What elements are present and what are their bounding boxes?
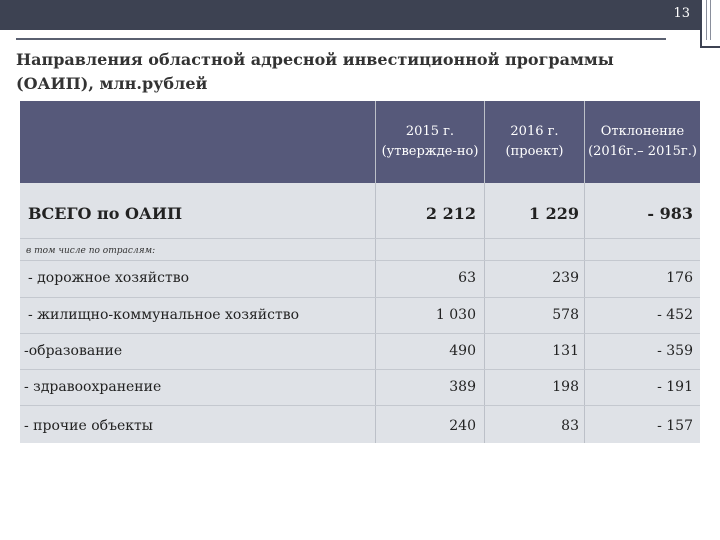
row-label: - здравоохранение [24, 379, 162, 395]
row-label: - дорожное хозяйство [28, 270, 190, 286]
cell-deviation: - 191 [657, 379, 693, 395]
row-label: - прочие объекты [24, 418, 153, 434]
slide-number: 13 [673, 6, 690, 21]
cell-deviation: - 452 [657, 307, 693, 323]
row-label: - жилищно-коммунальное хозяйство [28, 307, 300, 323]
right-decoration [700, 0, 720, 540]
cell-2016: 239 [552, 270, 579, 286]
cell-2016: 578 [552, 307, 579, 323]
row-label: -образование [24, 343, 123, 359]
cell-2016: 198 [552, 379, 579, 395]
total-2016: 1 229 [528, 204, 579, 223]
header-2015: 2015 г. (утвержде-но) [381, 124, 479, 159]
top-bar [0, 0, 700, 30]
cell-deviation: - 359 [657, 343, 693, 359]
cell-2016: 131 [552, 343, 579, 359]
cell-deviation: 176 [666, 270, 693, 286]
cell-2015: 389 [449, 379, 476, 395]
cell-2015: 490 [449, 343, 476, 359]
cell-2015: 240 [449, 418, 476, 434]
page-title: Направления областной адресной инвестиционной программы (ОАИП), млн.рублей [16, 50, 614, 93]
cell-2016: 83 [561, 418, 579, 434]
header-deviation: Отклонение (2016г.– 2015г.) [588, 124, 697, 159]
cell-deviation: - 157 [657, 418, 693, 434]
header-2016: 2016 г. (проект) [505, 124, 564, 159]
total-2015: 2 212 [425, 204, 476, 223]
cell-2015: 1 030 [435, 307, 476, 323]
total-deviation: - 983 [647, 204, 693, 223]
top-divider [16, 38, 666, 40]
total-label: ВСЕГО по ОАИП [28, 204, 183, 223]
subsection-note: в том числе по отраслям: [26, 246, 156, 256]
cell-2015: 63 [458, 270, 476, 286]
